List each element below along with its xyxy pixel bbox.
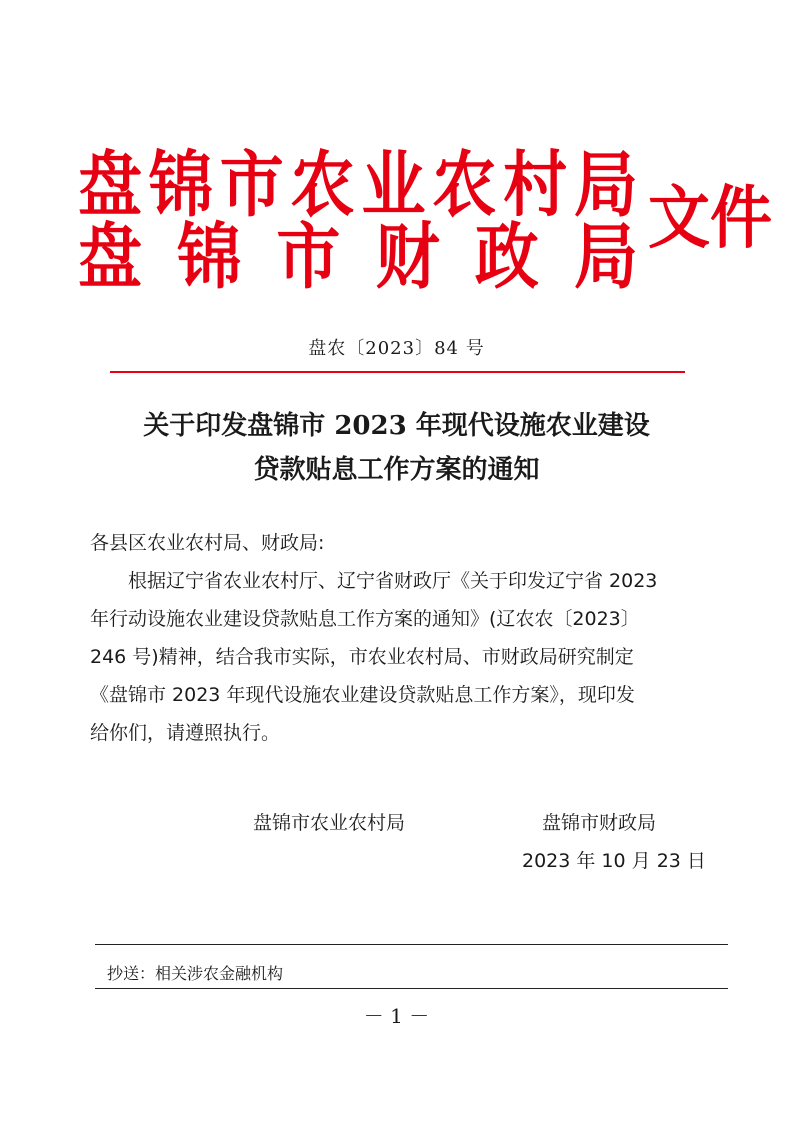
masthead-char: 农	[290, 144, 355, 228]
body-line: 根据辽宁省农业农村厅、辽宁省财政厅《关于印发辽宁省 2023	[128, 570, 658, 592]
issuer-signature-2: 盘锦市财政局	[542, 812, 657, 834]
masthead-char: 农	[432, 144, 497, 228]
body-line: 给你们，请遵照执行。	[90, 722, 281, 744]
masthead-char: 财	[375, 216, 440, 300]
masthead-char: 盘	[78, 144, 142, 228]
red-divider	[110, 371, 685, 373]
masthead-issuer-2	[78, 216, 638, 300]
masthead-char: 盘	[78, 216, 142, 300]
cc-recipients: 抄送：相关涉农金融机构	[107, 964, 284, 983]
title-line-1: 关于印发盘锦市 2023 年现代设施农业建设	[143, 411, 650, 441]
masthead-char: 锦	[177, 216, 242, 300]
document-number: 盘农〔2023〕84 号	[308, 338, 485, 359]
page-number: － 1 －	[363, 1004, 430, 1028]
masthead-char: 业	[361, 144, 426, 228]
masthead-char: 市	[276, 216, 341, 300]
masthead-suffix: 文件	[648, 177, 773, 258]
issuer-signature-1: 盘锦市农业农村局	[253, 812, 406, 834]
masthead-char: 市	[219, 144, 284, 228]
issue-date: 2023 年 10 月 23 日	[522, 850, 706, 872]
document-body	[90, 524, 698, 752]
body-line: 246 号)精神，结合我市实际，市农业农村局、市财政局研究制定	[90, 646, 634, 668]
masthead-char: 局	[573, 216, 638, 300]
document-title	[0, 406, 793, 490]
masthead-char: 锦	[148, 144, 213, 228]
cc-bottom-rule	[95, 988, 728, 989]
masthead-char: 村	[503, 144, 568, 228]
masthead-issuer-1	[78, 144, 638, 228]
masthead-char: 政	[474, 216, 539, 300]
body-line: 年行动设施农业建设贷款贴息工作方案的通知》(辽农农〔2023〕	[90, 608, 640, 630]
cc-top-rule	[95, 944, 728, 945]
title-line-2: 贷款贴息工作方案的通知	[253, 455, 540, 485]
body-line: 《盘锦市 2023 年现代设施农业建设贷款贴息工作方案》，现印发	[90, 684, 635, 706]
masthead-char: 局	[573, 144, 638, 228]
addressee: 各县区农业农村局、财政局:	[90, 532, 325, 554]
